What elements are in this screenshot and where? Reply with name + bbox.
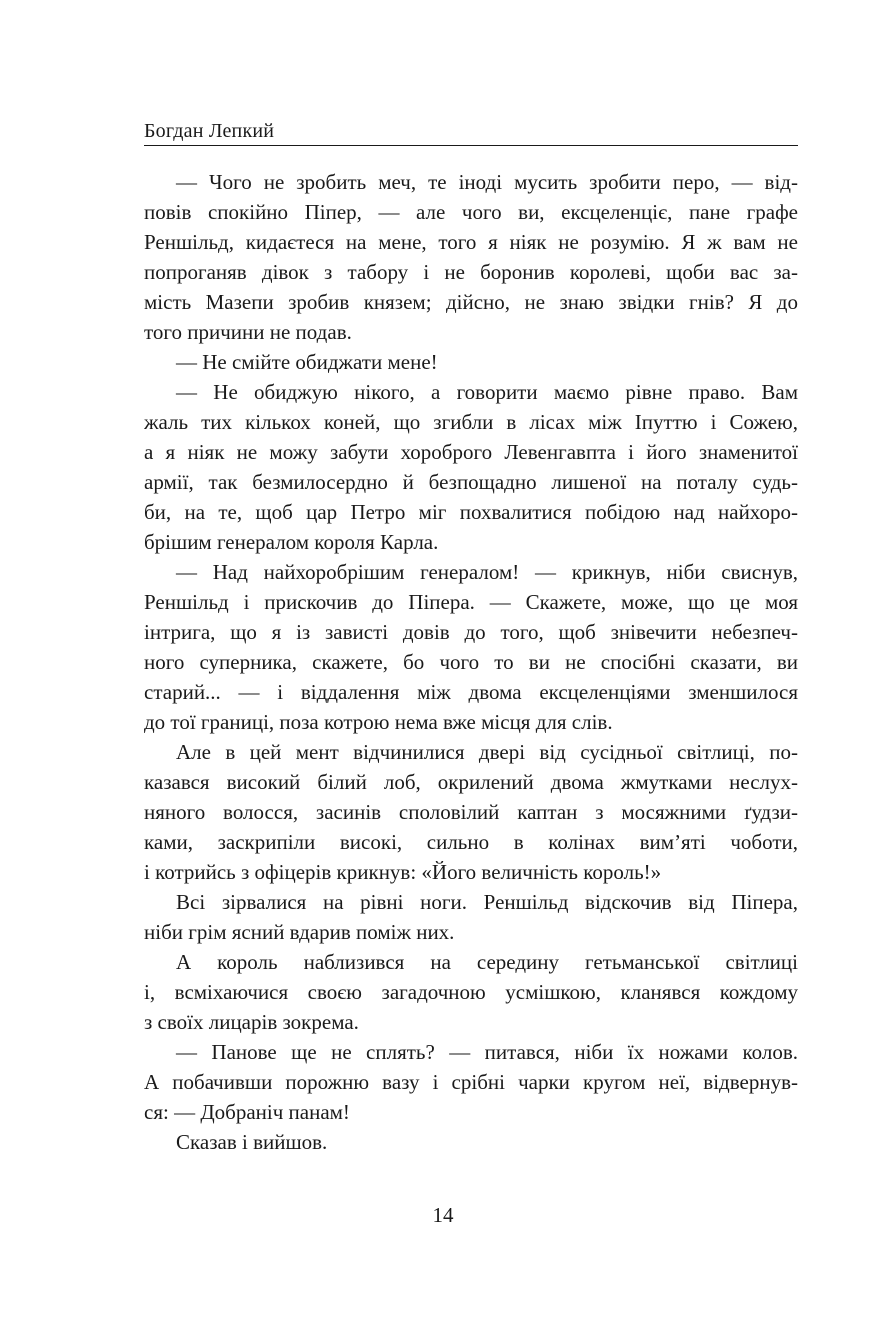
text-line: няного волосся, засинів споловілий каптан з мосяжними ґудзи- <box>144 800 798 824</box>
text-line: би, на те, щоб цар Петро міг похвалитися побідою над найхоро- <box>144 500 798 524</box>
text-line: А король наблизився на середину гетьманської світлиці <box>176 950 798 974</box>
text-line: — Не обиджую нікого, а говорити маємо рівне право. Вам <box>176 380 798 404</box>
running-head-title: Богдан Лепкий <box>144 120 275 142</box>
text-line: Реншільд, кидаєтеся на мене, того я ніяк не розумію. Я ж вам не <box>144 230 798 254</box>
text-line: казався високий білий лоб, окрилений двома жмутками неслух- <box>144 770 798 794</box>
text-line: Реншільд і прискочив до Піпера. — Скажете, може, що це моя <box>144 590 798 614</box>
text-line: — Чого не зробить меч, те іноді мусить зробити перо, — від- <box>176 170 798 194</box>
page-number: 14 <box>432 1203 454 1227</box>
text-line: армії, так безмилосердно й безпощадно лишеної на поталу судь- <box>144 470 798 494</box>
text-line: брішим генералом короля Карла. <box>144 530 439 554</box>
text-line: Але в цей мент відчинилися двері від сусідньої світлиці, по- <box>176 740 798 764</box>
text-line: і, всміхаючися своєю загадочною усмішкою, кланявся кождому <box>144 980 798 1004</box>
text-line: попроганяв дівок з табору і не боронив королеві, щоби вас за- <box>144 260 798 284</box>
text-line: жаль тих кількох коней, що згибли в лісах між Іпуттю і Сожею, <box>144 410 798 434</box>
text-line: — Не смійте обиджати мене! <box>176 350 438 374</box>
running-head <box>144 117 798 146</box>
text-line: ніби грім ясний вдарив поміж них. <box>144 920 455 944</box>
text-line: ного суперника, скажете, бо чого то ви не спосібні сказати, ви <box>144 650 798 674</box>
text-line: повів спокійно Піпер, — але чого ви, ексцеленціє, пане графе <box>144 200 798 224</box>
text-line: — Панове ще не сплять? — питався, ніби їх ножами колов. <box>176 1040 798 1064</box>
text-line: старий... — і віддалення між двома ексцеленціями зменшилося <box>144 680 798 704</box>
text-line: Всі зірвалися на рівні ноги. Реншільд відскочив від Піпера, <box>176 890 798 914</box>
text-line: А побачивши порожню вазу і срібні чарки кругом неї, відвернув- <box>144 1070 798 1094</box>
text-line: мість Мазепи зробив князем; дійсно, не знаю звідки гнів? Я до <box>144 290 798 314</box>
text-line: інтрига, що я із зависті довів до того, щоб знівечити небезпеч- <box>144 620 798 644</box>
text-line: до тої границі, поза котрою нема вже місця для слів. <box>144 710 613 734</box>
text-line: а я ніяк не можу забути хороброго Левенгавпта і його знаменитої <box>144 440 798 464</box>
text-line: і котрийсь з офіцерів крикнув: «Його величність король!» <box>144 860 662 884</box>
body-text <box>144 167 798 1157</box>
text-line: того причини не подав. <box>144 320 352 344</box>
text-line: — Над найхоробрішим генералом! — крикнув, ніби свиснув, <box>176 560 798 584</box>
text-line: з своїх лицарів зокрема. <box>144 1010 359 1034</box>
text-line: ся: — Добраніч панам! <box>144 1100 350 1124</box>
text-line: Сказав і вийшов. <box>176 1130 328 1154</box>
text-line: ками, заскрипіли високі, сильно в колінах вим’яті чоботи, <box>144 830 798 854</box>
